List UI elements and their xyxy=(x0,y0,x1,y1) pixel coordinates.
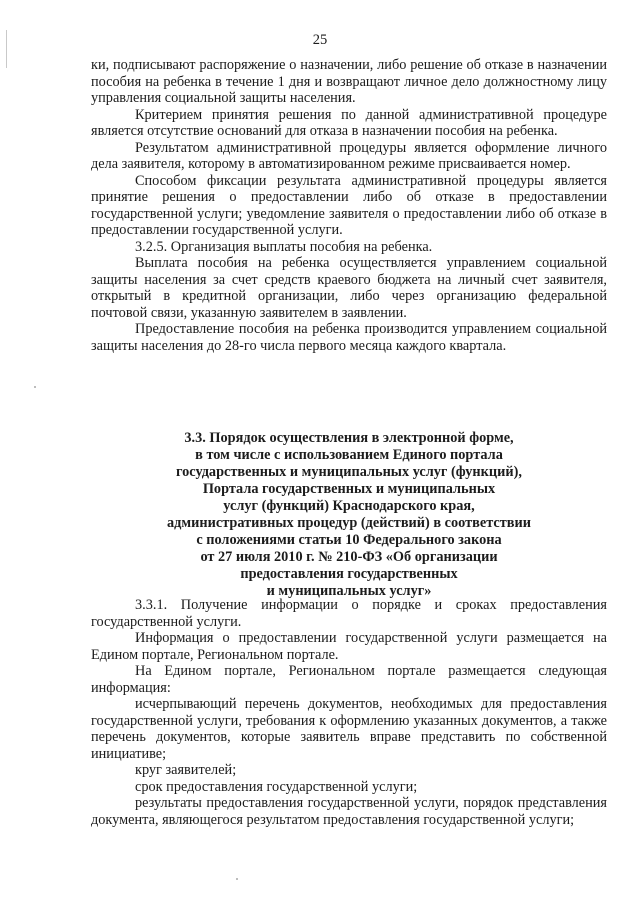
body-text-lower xyxy=(91,597,607,828)
heading-line: и муниципальных услуг» xyxy=(266,583,432,599)
paragraph: Информация о предоставлении государственной услуги размещается на Едином портале, Региональном портале. xyxy=(91,630,607,663)
heading-line: с положениями статьи 10 Федерального закона xyxy=(196,532,502,548)
body-text-upper xyxy=(91,57,607,354)
paragraph: результаты предоставления государственной услуги, порядок представления документа, являющегося результатом предоставления государственной услуги; xyxy=(91,795,607,828)
scan-artifact-dot xyxy=(34,386,36,388)
paragraph: Критерием принятия решения по данной административной процедуре является отсутствие оснований для отказа в назначении пособия на ребенка. xyxy=(91,106,607,139)
paragraph: исчерпывающий перечень документов, необходимых для предоставления государственной услуги, требования к оформлению указанных документов, а также перечень документов, которые заявитель вправе представить по собственной инициативе; xyxy=(91,696,607,762)
scan-artifact-dot xyxy=(236,878,238,880)
paragraph: Выплата пособия на ребенка осуществляется управлением социальной защиты населения за счет средств краевого бюджета на личный счет заявителя, открытый в кредитной организации, либо через организацию федеральной почтовой связи, указанную заявителем в заявлении. xyxy=(91,255,607,321)
heading-line: 3.3. Порядок осуществления в электронной форме, xyxy=(184,430,514,446)
heading-line: предоставления государственных xyxy=(240,566,458,582)
paragraph: 3.2.5. Организация выплаты пособия на ребенка. xyxy=(135,238,433,255)
paragraph: круг заявителей; xyxy=(135,762,237,778)
paragraph: срок предоставления государственной услуги; xyxy=(135,778,418,795)
page-number: 25 xyxy=(312,32,328,48)
heading-line: административных процедур (действий) в соответствии xyxy=(167,515,531,531)
paragraph: На Едином портале, Региональном портале размещается следующая информация: xyxy=(91,663,607,696)
section-heading xyxy=(91,430,607,600)
heading-line: услуг (функций) Краснодарского края, xyxy=(223,498,475,514)
heading-line: государственных и муниципальных услуг (функций), xyxy=(176,464,522,480)
paragraph: ки, подписывают распоряжение о назначении, либо решение об отказе в назначении пособия на ребенка в течение 1 дня и возвращают личное дело должностному лицу управления социальной защиты населения. xyxy=(91,57,607,106)
heading-line: от 27 июля 2010 г. № 210-ФЗ «Об организации xyxy=(200,549,498,565)
paragraph: Результатом административной процедуры является оформление личного дела заявителя, которому в автоматизированном режиме присваивается номер. xyxy=(91,139,607,172)
paragraph: 3.3.1. Получение информации о порядке и сроках предоставления государственной услуги. xyxy=(91,597,607,630)
paragraph: Способом фиксации результата административной процедуры является принятие решения о предоставлении либо об отказе в предоставлении государственной услуги; уведомление заявителя о предоставлении либо об отказе в предоставлении государственной услуги. xyxy=(91,172,607,238)
heading-line: в том числе с использованием Единого портала xyxy=(195,447,503,463)
heading-line: Портала государственных и муниципальных xyxy=(202,481,496,497)
paragraph: Предоставление пособия на ребенка производится управлением социальной защиты населения до 28-го числа первого месяца каждого квартала. xyxy=(91,321,607,354)
